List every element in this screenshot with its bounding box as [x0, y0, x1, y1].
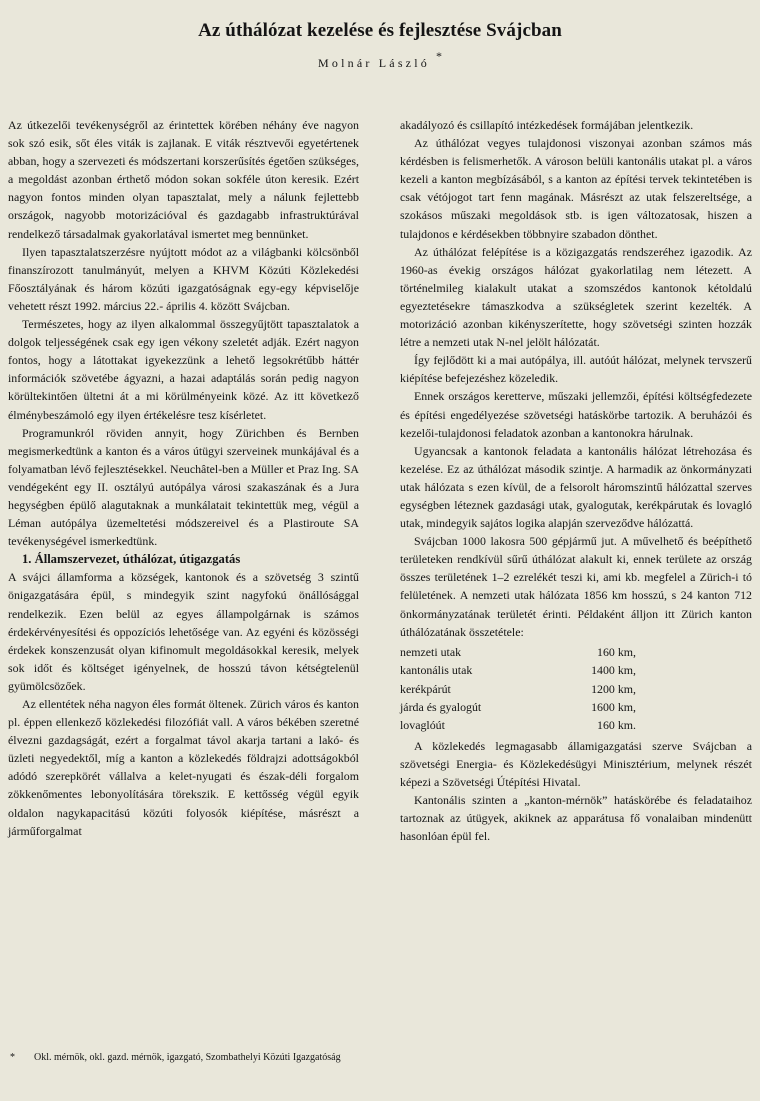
left-paragraphs-after-heading [8, 568, 359, 839]
right-column [400, 116, 752, 845]
road-length: 1600 km, [591, 699, 636, 714]
footnote-mark: * [10, 1052, 15, 1063]
table-row [400, 661, 636, 679]
road-length: 160 km. [597, 718, 636, 733]
paragraph: Természetes, hogy az ilyen alkalommal összegyűjtött tapasztalatok a dolgok teljességének csak egy igen vékony szeletét adják. Ezért nagyon fontos, hogy a látottakat igyekezzünk a lehető legsokrétűbb háttér információk szövetébe ágyazni, a hazai adaptálás során pedig nagyon körültekintően ültetni át a mi körülményeink közé. Az itt következő élménybeszámoló egy ilyen értékelésre tesz kísérletet. [8, 317, 359, 422]
paragraph: A közlekedés legmagasabb államigazgatási szerve Svájcban a szövetségi Energia- és Közlekedésügyi Minisztérium, melynek részét képezi a Szövetségi Útépítési Hivatal. [400, 738, 752, 789]
right-paragraphs-before-table [400, 116, 752, 641]
footnote-text: Okl. mérnök, okl. gazd. mérnök, igazgató, Szombathelyi Közúti Igazgatóság [34, 1052, 341, 1063]
paragraph: Az úthálózat felépítése is a közigazgatás rendszeréhez igazodik. Az 1960-as évekig országos hálózat gyakorlatilag nem létezett. A történelmileg kialakult utakat a szomszédos kantonok kétoldalú egyeztetésekre támaszkodva a szükségletek szerint kezelték. A motorizáció azonban kikényszerítette, hogy szövetségi szinten hozzák létre a nemzeti utak N-nel jelölt hálózatát. [400, 244, 752, 350]
road-type: járda és gyalogút [400, 699, 482, 714]
paragraph: Ugyancsak a kantonok feladata a kantonális hálózat létrehozása és kezelése. Ez az úthálózat második szintje. A harmadik az önkormányzati utak hálózata s ezen kívül, de a felsorolt háromszintű hálózattal szerves egységben léteznek gazdasági utak, gyalogutak, kerékpárutak és lovagló utak, mindegyik sajátos logika alapján szerveződve hálózattá. [400, 443, 752, 531]
table-row [400, 680, 636, 698]
road-length: 1200 km, [591, 681, 636, 696]
road-length: 1400 km, [591, 663, 636, 678]
paragraph: Ennek országos keretterve, műszaki jellemzői, építési költségfedezete és építési engedélyezése szövetségi hatáskörbe tartozik. A beruházói és kezelői-tulajdonosi feladatok azonban a kantonokra hárulnak. [400, 389, 752, 440]
paragraph: Az úthálózat vegyes tulajdonosi viszonyai azonban számos más kérdésben is felismerhetők. A városon belüli kantonális utakat pl. a város kezeli a kanton megbízásából, s a kanton az építési tervek tekintetében is csak vétójogot tart fenn magának. Másrészt az utak felszereltsége, a szokásos műszaki megoldások stb. is igen változatosak, hiszen a tulajdonos e kérdésekben többnyire szabadon dönthet. [400, 136, 752, 241]
section-heading: 1. Államszervezet, úthálózat, útigazgatás [22, 552, 241, 567]
table-row [400, 698, 636, 716]
table-row [400, 643, 636, 661]
paragraph: Az útkezelői tevékenységről az érintettek körében néhány éve nagyon sok szó esik, sőt éles viták is zajlanak. E viták résztvevői egyetértenek abban, hogy a szervezeti és módszertani korszerűsítés égetően szükséges, a megoldást azonban érthető módon sokan sokféle úton keresik. Ezért nagyon fontos minden olyan tapasztalat, mely a nálunk fejlettebb országok, nagyobb motorizációval és gazdagabb infrastruktúrával rendelkező társadalmak gyakorlatával ismertet meg bennünket. [8, 118, 359, 241]
paragraph: Az ellentétek néha nagyon éles formát öltenek. Zürich város és kanton pl. éppen ellenkező közlekedési filozófiát vall. A város békében szeretné élvezni gazdagságát, ezért a forgalmat távol akarja tartani a lakó- és üzleti negyedektől, míg a kanton a közlekedés földrajzi adottságokból adódó szerepkörét vállalva a kelet-nyugati és észak-déli forgalom zökkenőmentes lebonyolítására törekszik. E kettősség végül egyik oldalon nagykapacitású közúti folyosók kiépítése, másrészt a járműforgalmat [8, 697, 359, 838]
paragraph: A svájci államforma a községek, kantonok és a szövetség 3 szintű önigazgatására épül, s mindegyik szint nagyfokú önállósággal rendelkezik. Ezen belül az egyes állampolgárnak is számos érdekérvényesítési és oppozíciós lehetősége van. Az egyéni és közösségi érdekek konszenzusát olyan kifinomult megoldásokkal keresik, melyek sok időt és költséget igényelnek, de hosszú távon kétségtelenül gyümölcsözőek. [8, 570, 359, 693]
paragraph: Svájcban 1000 lakosra 500 gépjármű jut. A művelhető és beépíthető területeken rendkívül sűrű úthálózat alakult ki, ennek területe az ország összes területének 1–2 ezrelékét teszi ki, ami kb. megfelel a Zürich-i tó felületének. A nemzeti utak hálózata 1856 km hosszú, s 24 kanton 712 önkormányzatának területét érinti. Példaként álljon itt Zürich kanton úthálózatának összetétele: [400, 534, 752, 639]
road-type: kerékpárút [400, 681, 451, 696]
paragraph: Ilyen tapasztalatszerzésre nyújtott módot az a világbanki kölcsönből finanszírozott tanulmányút, melyen a KHVM Közúti Közlekedési Főosztályának és három közúti igazgatóságnak egy-egy képviselője vehetett részt 1992. március 22.- április 4. között Svájcban. [8, 244, 359, 313]
article-title: Az úthálózat kezelése és fejlesztése Svájcban [198, 20, 562, 41]
footnote [10, 1052, 341, 1063]
right-paragraphs-after-table [400, 737, 752, 846]
paragraph: akadályozó és csillapító intézkedések formájában jelentkezik. [400, 118, 694, 132]
table-row [400, 716, 636, 734]
left-column [8, 116, 359, 840]
paragraph: Kantonális szinten a „kanton-mérnök” hatáskörébe és feladataihoz tartoznak az útügyek, akiknek az apparátusa fő vonalaiban mindenütt hasonlóan épül fel. [400, 793, 752, 844]
article-author [0, 51, 760, 71]
road-length: 160 km, [597, 644, 636, 659]
paragraph: Így fejlődött ki a mai autópálya, ill. autóút hálózat, melynek tervszerű kiépítése befejezéshez közeledik. [400, 353, 752, 386]
left-paragraphs-before-heading [8, 116, 359, 550]
road-type: lovaglóút [400, 718, 445, 733]
road-type: nemzeti utak [400, 644, 462, 659]
road-type: kantonális utak [400, 663, 473, 678]
author-name: Molnár László [318, 56, 430, 70]
author-footnote-mark: * [435, 49, 442, 63]
road-network-table [400, 643, 636, 735]
paragraph: Programunkról röviden annyit, hogy Zürichben és Bernben megismerkedtünk a kanton és a város útügyi szerveinek munkájával és a folyamatban lévő fejlesztésekkel. Neuchâtel-ben a Müller et Praz Ing. SA vendégeként egy II. osztályú autópálya városi szakaszának és a Jura hegységben épülő alagutaknak a munkálatait tekintettük meg, végül a Léman autópálya üzemeltetési módszereivel és a Plastiroute SA tevékenységével ismerkedtünk. [8, 425, 359, 549]
